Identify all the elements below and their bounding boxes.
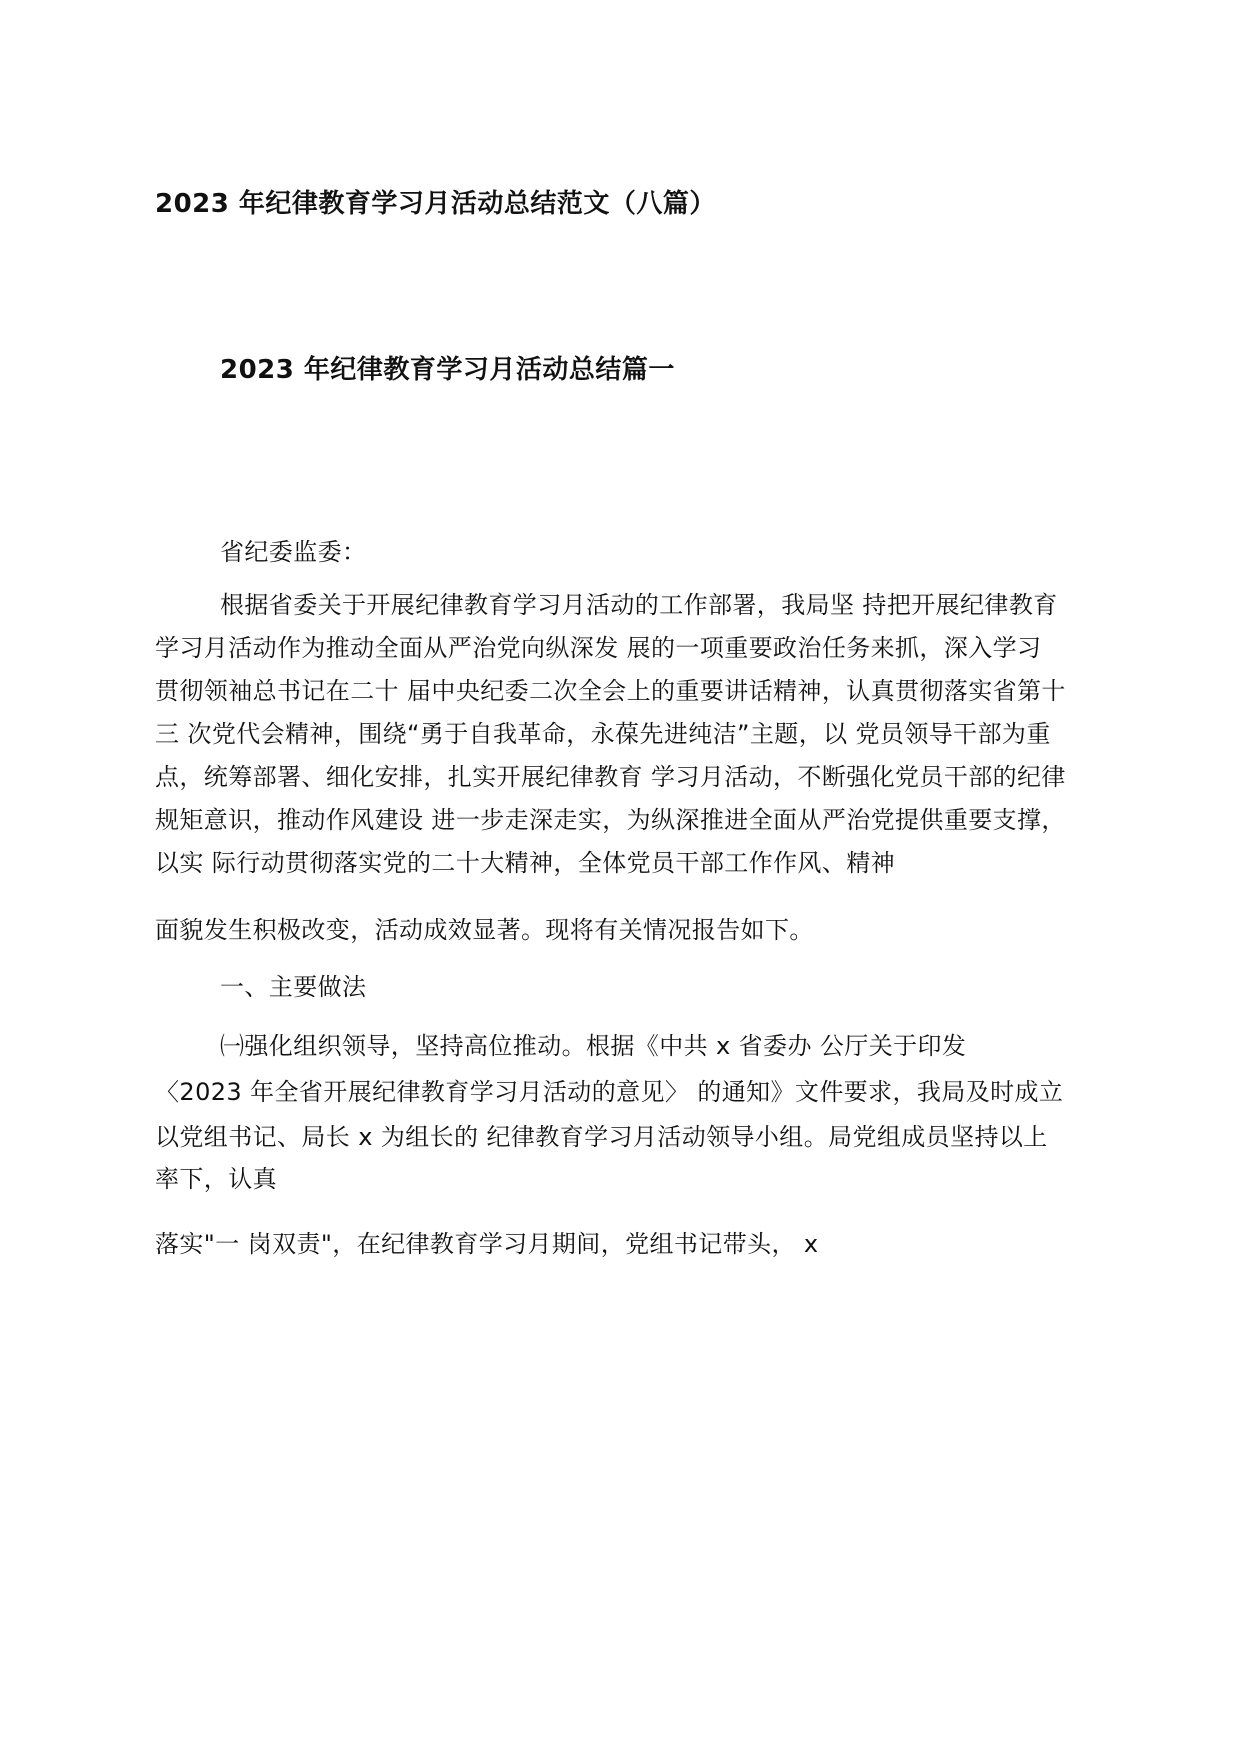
paragraph-line: 三 次党代会精神，围绕“勇于自我革命，永葆先进纯洁”主题，以 党员领导干部为重: [155, 720, 1051, 748]
document-title: 2023 年纪律教育学习月活动总结范文（八篇）: [155, 189, 716, 219]
paragraph-line: 根据省委关于开展纪律教育学习月活动的工作部署，我局坚 持把开展纪律教育: [220, 591, 1058, 619]
paragraph-line: 落实"一 岗双责"，在纪律教育学习月期间，党组书记带头， x: [155, 1230, 819, 1258]
paragraph-line: 面貌发生积极改变，活动成效显著。现将有关情况报告如下。: [155, 916, 814, 944]
paragraph-line: 贯彻领袖总书记在二十 届中央纪委二次全会上的重要讲话精神，认真贯彻落实省第十: [155, 677, 1066, 705]
section-title: 2023 年纪律教育学习月活动总结篇一: [220, 355, 675, 385]
paragraph-line: ㈠强化组织领导，坚持高位推动。根据《中共 x 省委办 公厅关于印发: [220, 1032, 967, 1060]
paragraph-line: 以实 际行动贯彻落实党的二十大精神，全体党员干部工作作风、精神: [155, 849, 896, 877]
paragraph-line: 学习月活动作为推动全面从严治党向纵深发 展的一项重要政治任务来抓，深入学习: [155, 634, 1042, 662]
section-heading: 一、主要做法: [220, 973, 367, 1001]
paragraph-line: 以党组书记、局长 x 为组长的 纪律教育学习月活动领导小组。局党组成员坚持以上: [155, 1123, 1048, 1151]
paragraph-line: 点，统筹部署、细化安排，扎实开展纪律教育 学习月活动，不断强化党员干部的纪律: [155, 763, 1066, 791]
paragraph-line: 规矩意识，推动作风建设 进一步走深走实，为纵深推进全面从严治党提供重要支撑，: [155, 806, 1066, 834]
salutation: 省纪委监委：: [220, 538, 367, 566]
paragraph-line: 〈2023 年全省开展纪律教育学习月活动的意见〉 的通知》文件要求，我局及时成立: [155, 1078, 1064, 1106]
paragraph-line: 率下，认真: [155, 1165, 277, 1193]
